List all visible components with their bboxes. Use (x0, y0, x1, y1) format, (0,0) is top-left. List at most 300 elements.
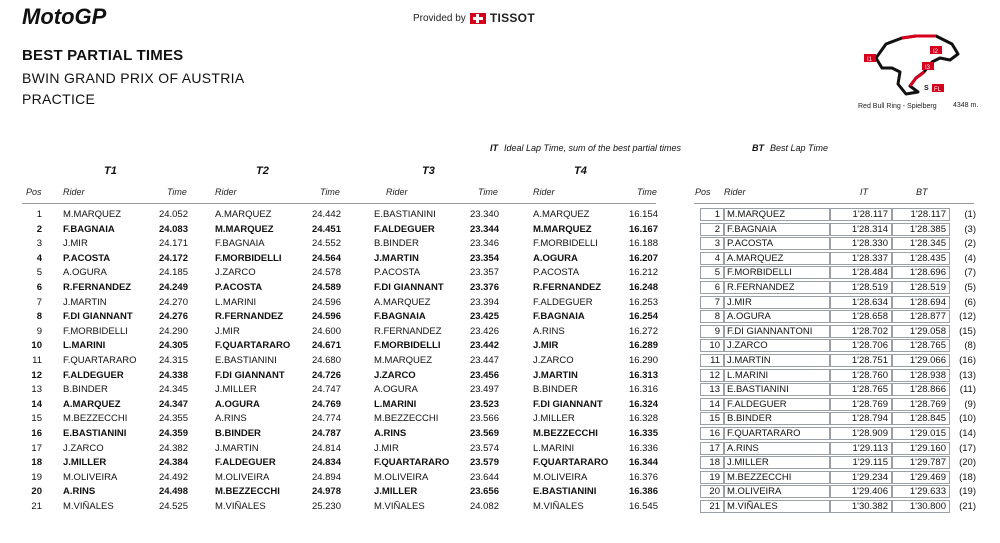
t4-time-cell: 16.336 (628, 442, 658, 454)
rank-bt-pos-cell: (1) (964, 209, 976, 220)
t3-rider-cell: A.RINS (374, 428, 407, 439)
t1-time-cell: 24.270 (158, 296, 188, 308)
t3-rider-cell: F.QUARTARARO (374, 457, 450, 469)
rank-pos-cell: 9 (714, 325, 720, 337)
pos-cell: 14 (31, 398, 42, 410)
col-t3-rider: Rider (386, 187, 408, 197)
t2-time-cell: 24.834 (311, 457, 341, 469)
t2-time-cell: 25.230 (311, 501, 341, 512)
t3-rider-cell: F.BAGNAIA (374, 311, 426, 323)
rank-bt-pos-cell: (20) (959, 457, 976, 469)
rank-it-cell: 1'28.706 (851, 340, 888, 352)
rank-bt-cell: 1'28.938 (909, 369, 946, 381)
rank-pos-cell: 15 (709, 413, 720, 425)
ranking-row (700, 296, 976, 311)
t3-time-cell: 23.426 (469, 325, 499, 337)
section-t3: T3 (422, 165, 435, 177)
pos-cell: 19 (31, 471, 42, 483)
t2-time-cell: 24.680 (311, 355, 341, 366)
rank-bt-cell: 1'29.787 (909, 457, 946, 469)
rank-pos-cell: 5 (714, 267, 720, 279)
col-t3-time: Time (478, 187, 498, 197)
ranking-row (700, 383, 976, 398)
rank-bt-pos-cell: (17) (959, 442, 976, 454)
legend-it-text: Ideal Lap Time, sum of the best partial times (504, 143, 682, 153)
rank-bt-cell: 1'29.633 (909, 486, 946, 498)
t1-rider-cell: F.DI GIANNANT (63, 311, 133, 323)
t2-rider-cell: F.MORBIDELLI (215, 252, 282, 264)
pos-cell: 17 (31, 442, 42, 454)
ranking-row (700, 398, 976, 413)
t1-rider-cell: M.MARQUEZ (63, 209, 122, 220)
sponsor-line (413, 11, 535, 25)
rank-pos-cell: 3 (714, 238, 720, 250)
t1-time-cell: 24.359 (158, 428, 188, 439)
t2-rider-cell: F.QUARTARARO (215, 340, 291, 352)
rank-rider-cell: A.OGURA (727, 311, 771, 323)
rank-rider-cell: J.MIR (727, 296, 752, 308)
t1-rider-cell: F.QUARTARARO (63, 355, 137, 366)
t1-rider-cell: M.VIÑALES (63, 501, 114, 512)
rank-it-cell: 1'30.382 (851, 501, 888, 512)
t4-rider-cell: E.BASTIANINI (533, 486, 597, 498)
t2-time-cell: 24.596 (311, 311, 341, 323)
t2-rider-cell: F.ALDEGUER (215, 457, 276, 469)
rank-pos-cell: 10 (709, 340, 720, 352)
rank-bt-cell: 1'28.385 (909, 223, 946, 235)
t1-time-cell: 24.290 (158, 325, 188, 337)
rank-rider-cell: J.MILLER (727, 457, 769, 469)
t4-rider-cell: A.OGURA (533, 252, 578, 264)
t2-rider-cell: J.MIR (215, 325, 240, 337)
t4-time-cell: 16.188 (628, 238, 658, 250)
t1-rider-cell: J.MIR (63, 238, 88, 250)
rank-it-cell: 1'28.765 (851, 384, 888, 396)
t2-time-cell: 24.552 (311, 238, 341, 250)
section-t2: T2 (256, 165, 269, 177)
t2-time-cell: 24.726 (311, 369, 341, 381)
t4-rider-cell: J.MIR (533, 340, 559, 352)
event-name: BWIN GRAND PRIX OF AUSTRIA (22, 70, 245, 86)
map-label-fl: FL (934, 87, 942, 93)
rank-bt-pos-cell: (6) (964, 296, 976, 308)
rank-bt-cell: 1'29.058 (909, 325, 946, 337)
map-label-i2: I2 (933, 49, 939, 55)
rank-bt-pos-cell: (3) (964, 223, 976, 235)
pos-cell: 1 (36, 209, 42, 220)
ranking-row (700, 485, 976, 500)
rank-pos-cell: 6 (714, 282, 720, 293)
rank-it-cell: 1'28.909 (851, 428, 888, 439)
t3-time-cell: 23.569 (469, 428, 499, 439)
ranking-row (700, 223, 976, 238)
rank-bt-pos-cell: (9) (964, 398, 976, 410)
rank-it-cell: 1'28.769 (851, 398, 888, 410)
rank-pos-cell: 4 (714, 252, 720, 264)
t2-time-cell: 24.564 (311, 252, 341, 264)
t3-time-cell: 23.497 (469, 384, 499, 396)
ranking-row (700, 266, 976, 281)
t1-time-cell: 24.305 (158, 340, 188, 352)
t4-rider-cell: M.VIÑALES (533, 501, 584, 512)
rank-rider-cell: L.MARINI (727, 369, 769, 381)
rank-it-cell: 1'29.115 (852, 457, 888, 469)
t4-rider-cell: M.OLIVEIRA (533, 471, 588, 483)
rank-pos-cell: 20 (709, 486, 720, 498)
header-divider-left (22, 203, 656, 204)
t4-rider-cell: F.MORBIDELLI (533, 238, 598, 250)
t4-rider-cell: B.BINDER (533, 384, 578, 396)
t4-rider-cell: A.MARQUEZ (533, 209, 590, 220)
t3-time-cell: 23.376 (469, 282, 499, 293)
rank-bt-cell: 1'28.117 (910, 209, 946, 220)
pos-cell: 4 (36, 252, 42, 264)
t4-rider-cell: M.MARQUEZ (533, 223, 592, 235)
col-bt: BT (916, 187, 928, 197)
t2-time-cell: 24.814 (311, 442, 341, 454)
t1-rider-cell: L.MARINI (63, 340, 106, 352)
t4-rider-cell: F.QUARTARARO (533, 457, 609, 469)
t3-time-cell: 23.447 (469, 355, 499, 366)
rank-pos-cell: 12 (709, 369, 720, 381)
rank-rider-cell: M.BEZZECCHI (727, 471, 792, 483)
map-label-s: S (924, 85, 929, 92)
t1-rider-cell: P.ACOSTA (63, 252, 111, 264)
t4-time-cell: 16.386 (628, 486, 658, 498)
t4-time-cell: 16.154 (628, 209, 658, 220)
t4-time-cell: 16.376 (628, 471, 658, 483)
rank-it-cell: 1'28.330 (851, 238, 888, 250)
t2-rider-cell: B.BINDER (215, 428, 261, 439)
t1-rider-cell: A.RINS (63, 486, 96, 498)
t2-rider-cell: F.BAGNAIA (215, 238, 265, 250)
pos-cell: 11 (32, 355, 42, 366)
t1-rider-cell: A.MARQUEZ (63, 398, 121, 410)
rank-rider-cell: M.MARQUEZ (727, 209, 786, 220)
col-rank-pos: Pos (695, 187, 711, 197)
t2-rider-cell: F.DI GIANNANT (215, 369, 285, 381)
t1-time-cell: 24.492 (158, 471, 188, 483)
rank-bt-pos-cell: (11) (959, 384, 976, 396)
t3-rider-cell: M.MARQUEZ (374, 355, 433, 366)
rank-bt-cell: 1'28.877 (909, 311, 946, 323)
rank-bt-pos-cell: (14) (959, 428, 976, 439)
t2-rider-cell: L.MARINI (215, 296, 257, 308)
t3-rider-cell: F.DI GIANNANT (374, 282, 444, 293)
ranking-row (700, 281, 976, 296)
pos-cell: 8 (36, 311, 42, 323)
map-label-i1: I1 (867, 57, 873, 63)
col-t1-rider: Rider (63, 187, 85, 197)
t3-rider-cell: M.VIÑALES (374, 501, 425, 512)
ranking-row (700, 456, 976, 471)
t3-time-cell: 23.579 (469, 457, 499, 469)
rank-it-cell: 1'29.406 (851, 486, 888, 498)
t4-time-cell: 16.290 (628, 355, 658, 366)
pos-cell: 10 (31, 340, 42, 352)
t3-rider-cell: J.MILLER (374, 486, 418, 498)
legend-it (490, 143, 681, 153)
rank-bt-pos-cell: (16) (959, 355, 976, 366)
rank-rider-cell: F.DI GIANNANTONI (727, 325, 813, 337)
t3-time-cell: 23.456 (469, 369, 499, 381)
t1-time-cell: 24.382 (158, 442, 188, 454)
t3-rider-cell: J.MIR (374, 442, 399, 454)
rank-rider-cell: M.OLIVEIRA (727, 486, 782, 498)
t3-rider-cell: B.BINDER (374, 238, 419, 250)
t2-time-cell: 24.774 (311, 413, 341, 425)
t4-time-cell: 16.272 (628, 325, 658, 337)
col-rank-rider: Rider (724, 187, 746, 197)
rank-pos-cell: 16 (709, 428, 720, 439)
t3-rider-cell: M.OLIVEIRA (374, 471, 429, 483)
rank-it-cell: 1'28.337 (851, 252, 888, 264)
t2-rider-cell: J.MILLER (215, 384, 257, 396)
t2-rider-cell: P.ACOSTA (215, 282, 263, 293)
t2-time-cell: 24.787 (311, 428, 341, 439)
rank-pos-cell: 21 (709, 501, 720, 512)
rank-rider-cell: R.FERNANDEZ (727, 282, 795, 293)
t4-time-cell: 16.167 (628, 223, 658, 235)
pos-cell: 16 (31, 428, 42, 439)
rank-bt-cell: 1'29.066 (909, 355, 946, 366)
rank-pos-cell: 18 (709, 457, 720, 469)
rank-bt-cell: 1'28.345 (909, 238, 946, 250)
t3-time-cell: 23.644 (469, 471, 499, 483)
rank-bt-pos-cell: (21) (959, 501, 976, 512)
t1-time-cell: 24.315 (158, 355, 188, 366)
t1-time-cell: 24.171 (158, 238, 188, 250)
ranking-row (700, 237, 976, 252)
legend-bt-key: BT (752, 143, 764, 153)
t3-rider-cell: J.MARTIN (374, 252, 419, 264)
t3-time-cell: 23.656 (469, 486, 499, 498)
rank-rider-cell: F.MORBIDELLI (727, 267, 792, 279)
motogp-logo (22, 4, 182, 30)
legend-it-key: IT (490, 143, 498, 153)
t4-time-cell: 16.253 (628, 296, 658, 308)
t2-time-cell: 24.442 (311, 209, 341, 220)
t2-time-cell: 24.600 (311, 325, 341, 337)
rank-it-cell: 1'29.234 (851, 471, 888, 483)
t4-time-cell: 16.254 (628, 311, 658, 323)
rank-bt-cell: 1'29.469 (909, 471, 946, 483)
t1-rider-cell: R.FERNANDEZ (63, 282, 132, 293)
t4-time-cell: 16.545 (628, 501, 658, 512)
t4-time-cell: 16.248 (628, 282, 658, 293)
pos-cell: 7 (36, 296, 42, 308)
t2-rider-cell: M.MARQUEZ (215, 223, 274, 235)
t4-rider-cell: F.DI GIANNANT (533, 398, 603, 410)
t1-rider-cell: J.MILLER (63, 457, 107, 469)
t4-rider-cell: R.FERNANDEZ (533, 282, 602, 293)
t4-time-cell: 16.289 (628, 340, 658, 352)
rank-rider-cell: J.ZARCO (727, 340, 768, 352)
legend-bt-text: Best Lap Time (770, 143, 828, 153)
provided-by-text: Provided by (413, 12, 466, 24)
t3-time-cell: 23.394 (469, 296, 499, 308)
pos-cell: 20 (31, 486, 42, 498)
t3-rider-cell: R.FERNANDEZ (374, 325, 442, 337)
rank-bt-pos-cell: (13) (959, 369, 976, 381)
col-t1-time: Time (167, 187, 187, 197)
t3-rider-cell: F.ALDEGUER (374, 223, 435, 235)
rank-bt-pos-cell: (19) (959, 486, 976, 498)
session-name: PRACTICE (22, 91, 96, 107)
col-it: IT (860, 187, 868, 197)
t2-rider-cell: M.OLIVEIRA (215, 471, 270, 483)
col-pos: Pos (26, 187, 42, 197)
t3-time-cell: 23.354 (469, 252, 499, 264)
t1-rider-cell: M.BEZZECCHI (63, 413, 128, 425)
t4-time-cell: 16.324 (628, 398, 658, 410)
rank-it-cell: 1'28.484 (851, 267, 888, 279)
rank-rider-cell: E.BASTIANINI (727, 384, 789, 396)
pos-cell: 18 (31, 457, 42, 469)
t1-time-cell: 24.083 (158, 223, 188, 235)
logo-text: MotoGP (22, 4, 107, 29)
pos-cell: 5 (36, 267, 42, 279)
t2-rider-cell: M.VIÑALES (215, 501, 266, 512)
t3-rider-cell: M.BEZZECCHI (374, 413, 439, 425)
t3-time-cell: 23.357 (469, 267, 499, 279)
t1-time-cell: 24.525 (158, 501, 188, 512)
map-label-i3: I3 (925, 65, 931, 71)
t3-rider-cell: E.BASTIANINI (374, 209, 436, 220)
rank-bt-cell: 1'29.015 (909, 428, 946, 439)
rank-it-cell: 1'28.751 (851, 355, 888, 366)
ranking-row (700, 208, 976, 223)
t2-time-cell: 24.451 (311, 223, 341, 235)
t4-time-cell: 16.344 (628, 457, 658, 469)
t1-time-cell: 24.185 (158, 267, 188, 279)
legend-bt (752, 143, 828, 153)
rank-rider-cell: F.BAGNAIA (727, 223, 777, 235)
t2-time-cell: 24.978 (311, 486, 341, 498)
rank-pos-cell: 1 (714, 209, 720, 220)
t1-time-cell: 24.276 (158, 311, 188, 323)
rank-rider-cell: P.ACOSTA (727, 238, 774, 250)
t2-time-cell: 24.578 (311, 267, 341, 279)
col-t2-time: Time (320, 187, 340, 197)
t4-time-cell: 16.207 (628, 252, 658, 264)
rank-bt-cell: 1'28.519 (909, 282, 946, 293)
pos-cell: 6 (36, 282, 42, 293)
t4-rider-cell: J.MARTIN (533, 369, 578, 381)
t2-rider-cell: A.MARQUEZ (215, 209, 272, 220)
t3-time-cell: 23.344 (469, 223, 499, 235)
t1-rider-cell: F.BAGNAIA (63, 223, 115, 235)
t1-time-cell: 24.345 (158, 384, 188, 396)
t4-rider-cell: P.ACOSTA (533, 267, 580, 279)
t1-time-cell: 24.384 (158, 457, 188, 469)
rank-pos-cell: 7 (714, 296, 720, 308)
t3-time-cell: 23.523 (469, 398, 499, 410)
sponsor-name: TISSOT (489, 11, 535, 25)
t2-rider-cell: M.BEZZECCHI (215, 486, 280, 498)
t4-time-cell: 16.335 (628, 428, 658, 439)
rank-it-cell: 1'28.519 (851, 282, 888, 293)
col-t2-rider: Rider (215, 187, 237, 197)
t4-rider-cell: A.RINS (533, 325, 565, 337)
col-t4-time: Time (637, 187, 657, 197)
rank-pos-cell: 11 (710, 355, 720, 366)
t2-rider-cell: A.RINS (215, 413, 247, 425)
rank-bt-cell: 1'28.866 (909, 384, 946, 396)
pos-cell: 21 (31, 501, 42, 512)
rank-it-cell: 1'28.760 (851, 369, 888, 381)
rank-it-cell: 1'28.314 (851, 223, 888, 235)
pos-cell: 3 (36, 238, 42, 250)
ranking-row (700, 252, 976, 267)
circuit-name: Red Bull Ring - Spielberg (858, 103, 937, 110)
pos-cell: 9 (36, 325, 42, 337)
t3-rider-cell: J.ZARCO (374, 369, 416, 381)
t4-rider-cell: F.BAGNAIA (533, 311, 585, 323)
t4-rider-cell: M.BEZZECCHI (533, 428, 598, 439)
t1-time-cell: 24.338 (158, 369, 188, 381)
rank-bt-pos-cell: (7) (964, 267, 976, 279)
section-t4: T4 (574, 165, 587, 177)
tissot-cross-icon (470, 13, 486, 24)
rank-rider-cell: A.MARQUEZ (727, 252, 784, 264)
t4-time-cell: 16.316 (628, 384, 658, 396)
t1-rider-cell: A.OGURA (63, 267, 107, 279)
rank-rider-cell: M.VIÑALES (727, 501, 778, 512)
rank-bt-cell: 1'28.435 (909, 252, 946, 264)
pos-cell: 13 (31, 384, 42, 396)
t3-time-cell: 23.425 (469, 311, 499, 323)
rank-bt-cell: 1'28.845 (909, 413, 946, 425)
t4-rider-cell: J.MILLER (533, 413, 575, 425)
col-t4-rider: Rider (533, 187, 555, 197)
ranking-row (700, 310, 976, 325)
t1-rider-cell: E.BASTIANINI (63, 428, 127, 439)
rank-bt-pos-cell: (18) (959, 471, 976, 483)
rank-bt-cell: 1'30.800 (909, 501, 946, 512)
ranking-row (700, 471, 976, 486)
ranking-row (700, 354, 976, 369)
rank-bt-pos-cell: (8) (964, 340, 976, 352)
ranking-row (700, 442, 976, 457)
t3-rider-cell: A.MARQUEZ (374, 296, 431, 308)
header-divider-right (694, 203, 974, 204)
t3-time-cell: 23.346 (469, 238, 499, 250)
pos-cell: 2 (36, 223, 42, 235)
rank-bt-pos-cell: (10) (959, 413, 976, 425)
t3-time-cell: 23.340 (469, 209, 499, 220)
rank-pos-cell: 14 (709, 398, 720, 410)
t1-time-cell: 24.498 (158, 486, 188, 498)
t2-rider-cell: R.FERNANDEZ (215, 311, 284, 323)
t1-rider-cell: F.MORBIDELLI (63, 325, 128, 337)
rank-bt-cell: 1'28.765 (909, 340, 946, 352)
t1-time-cell: 24.249 (158, 282, 188, 293)
t2-time-cell: 24.894 (311, 471, 341, 483)
t1-rider-cell: M.OLIVEIRA (63, 471, 118, 483)
rank-it-cell: 1'28.634 (851, 296, 888, 308)
t3-time-cell: 23.442 (469, 340, 499, 352)
t4-time-cell: 16.313 (628, 369, 658, 381)
rank-bt-pos-cell: (5) (964, 282, 976, 293)
rank-pos-cell: 17 (709, 442, 720, 454)
ranking-row (700, 427, 976, 442)
t2-time-cell: 24.589 (311, 282, 341, 293)
rank-bt-cell: 1'28.769 (909, 398, 946, 410)
rank-bt-pos-cell: (12) (959, 311, 976, 323)
ranking-row (700, 369, 976, 384)
t3-time-cell: 23.574 (469, 442, 499, 454)
